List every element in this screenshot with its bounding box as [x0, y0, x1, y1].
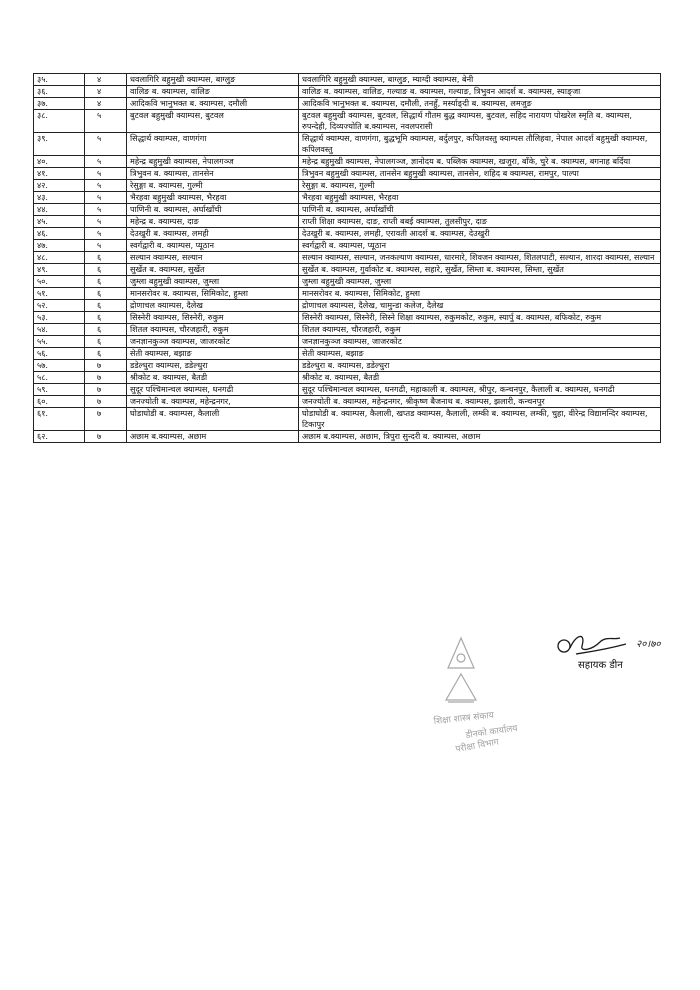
signature-date: २०।७० — [636, 639, 661, 650]
exam-center-cell: सिद्धार्थ क्याम्पस, वाणगंगा — [127, 133, 299, 156]
exam-center-cell: सल्यान क्याम्पस, सल्यान — [127, 252, 299, 264]
campuses-cell: त्रिभुवन बहुमुखी क्याम्पस, तानसेन बहुमुखी क्याम्पस, तानसेन, शहिद ब क्याम्पस, रामपुर, पाल्पा — [299, 168, 661, 180]
table-row — [34, 348, 661, 360]
table-row — [34, 288, 661, 300]
zone-cell: ५ — [85, 110, 127, 133]
exam-center-cell: जनज्ञानकुञ्ज क्याम्पस, जाजरकोट — [127, 336, 299, 348]
zone-cell: ५ — [85, 240, 127, 252]
zone-cell: ५ — [85, 133, 127, 156]
serial-number-cell: ३७. — [34, 98, 85, 110]
table-row — [34, 431, 661, 443]
table-row — [34, 180, 661, 192]
table-row — [34, 276, 661, 288]
serial-number-cell: ४३. — [34, 192, 85, 204]
zone-cell: ५ — [85, 228, 127, 240]
zone-cell: ७ — [85, 360, 127, 372]
table-row — [34, 336, 661, 348]
exam-center-cell: त्रिभुवन ब. क्याम्पस, तानसेन — [127, 168, 299, 180]
table-row — [34, 74, 661, 86]
campuses-cell: रेसुङ्गा ब. क्याम्पस, गुल्मी — [299, 180, 661, 192]
campuses-cell: द्रोणाचल क्याम्पस, दैलेख, चामुन्डा कलेज, दैलेख — [299, 300, 661, 312]
zone-cell: ६ — [85, 252, 127, 264]
serial-number-cell: ५१. — [34, 288, 85, 300]
serial-number-cell: ५५. — [34, 336, 85, 348]
serial-number-cell: ५३. — [34, 312, 85, 324]
serial-number-cell: ४०. — [34, 156, 85, 168]
serial-number-cell: ५०. — [34, 276, 85, 288]
serial-number-cell: ६०. — [34, 396, 85, 408]
table-row — [34, 240, 661, 252]
campuses-cell: डडेल्धुरा ब. क्याम्पस, डडेल्धुरा — [299, 360, 661, 372]
zone-cell: ७ — [85, 384, 127, 396]
exam-center-cell: वालिङ ब. क्याम्पस, वालिङ — [127, 86, 299, 98]
campuses-cell: राप्ती शिक्षा क्याम्पस, दाङ, राप्ती बबई क्याम्पस, तुलसीपुर, दाङ — [299, 216, 661, 228]
campuses-cell: सेती क्याम्पस, बझाङ — [299, 348, 661, 360]
zone-cell: ६ — [85, 264, 127, 276]
campuses-cell: जुम्ला बहुमुखी क्याम्पस, जुम्ला — [299, 276, 661, 288]
campuses-cell: जनज्ञानकुञ्ज क्याम्पस, जाजरकोट — [299, 336, 661, 348]
zone-cell: ४ — [85, 74, 127, 86]
zone-cell: ५ — [85, 204, 127, 216]
campuses-cell: पाणिनी ब. क्याम्पस, अर्घाखाँची — [299, 204, 661, 216]
table-row — [34, 408, 661, 431]
table-row — [34, 204, 661, 216]
zone-cell: ५ — [85, 216, 127, 228]
exam-center-cell: बुटवल बहुमुखी क्याम्पस, बुटवल — [127, 110, 299, 133]
serial-number-cell: ३९. — [34, 133, 85, 156]
signatory-title: सहायक डीन — [578, 660, 623, 671]
table-row — [34, 300, 661, 312]
campuses-cell: बुटवल बहुमुखी क्याम्पस, बुटवल, सिद्धार्थ गौतम बुद्ध क्याम्पस, बुटवल, सहिद नारायण पोखरेल स्मृति ब. क्याम्पस, रुपन्देही, दिव्यज्योति ब.क्याम्पस, नवलपरासी — [299, 110, 661, 133]
exam-center-cell: जनज्योती ब. क्याम्पस, महेन्द्रनगर, — [127, 396, 299, 408]
zone-cell: ६ — [85, 324, 127, 336]
exam-center-cell: रेसुङ्गा ब. क्याम्पस, गुल्मी — [127, 180, 299, 192]
table-row — [34, 228, 661, 240]
exam-center-cell: शितल क्याम्पस, चौरजहारी, रुकुम — [127, 324, 299, 336]
table-row — [34, 216, 661, 228]
exam-center-cell: श्रीकोट ब. क्याम्पस, बैतडी — [127, 372, 299, 384]
table-row — [34, 168, 661, 180]
zone-cell: ५ — [85, 156, 127, 168]
exam-center-cell: सुर्खेत ब. क्याम्पस, सुर्खेत — [127, 264, 299, 276]
campuses-cell: अछाम ब.क्याम्पस, अछाम, त्रिपुरा सुन्दरी ब. क्याम्पस, अछाम — [299, 431, 661, 443]
table-row — [34, 156, 661, 168]
serial-number-cell: ५९. — [34, 384, 85, 396]
zone-cell: ७ — [85, 408, 127, 431]
campuses-cell: मानसरोवर ब. क्याम्पस, सिमिकोट, हुम्ला — [299, 288, 661, 300]
serial-number-cell: ५८. — [34, 372, 85, 384]
zone-cell: ७ — [85, 431, 127, 443]
table-row — [34, 360, 661, 372]
campuses-cell: वालिङ ब. क्याम्पस, वालिङ, गल्याङ ब. क्याम्पस, गल्याङ, त्रिभुवन आदर्श ब. क्याम्पस, स्याङ्जा — [299, 86, 661, 98]
zone-cell: ६ — [85, 288, 127, 300]
exam-center-cell: सेती क्याम्पस, बझाङ — [127, 348, 299, 360]
campuses-cell: धवलागिरि बहुमुखी क्याम्पस, बाग्लुङ, म्याग्दी क्याम्पस, बेनी — [299, 74, 661, 86]
serial-number-cell: ६१. — [34, 408, 85, 431]
zone-cell: ६ — [85, 348, 127, 360]
serial-number-cell: ४७. — [34, 240, 85, 252]
table-row — [34, 396, 661, 408]
serial-number-cell: ५४. — [34, 324, 85, 336]
zone-cell: ५ — [85, 168, 127, 180]
exam-center-cell: धवलागिरि बहुमुखी क्याम्पस, बाग्लुङ — [127, 74, 299, 86]
zone-cell: ६ — [85, 312, 127, 324]
exam-center-cell: देउखुरी ब. क्याम्पस, लमही — [127, 228, 299, 240]
serial-number-cell: ४२. — [34, 180, 85, 192]
campuses-cell: सुदूर पश्चिमान्चल क्याम्पस, धनगढी, महाकाली ब. क्याम्पस, श्रीपुर, कन्चनपुर, कैलाली ब. क्याम्पस, धनगढी — [299, 384, 661, 396]
zone-cell: ६ — [85, 276, 127, 288]
serial-number-cell: ४१. — [34, 168, 85, 180]
campuses-cell: सुर्खेत ब. क्याम्पस, गुर्वाकोट ब. क्याम्पस, सहारे, सुर्खेत, सिम्ता ब. क्याम्पस, सिम्ता, सुर्खेत — [299, 264, 661, 276]
table-row — [34, 86, 661, 98]
zone-cell: ४ — [85, 86, 127, 98]
serial-number-cell: ५६. — [34, 348, 85, 360]
seal-text-2: डीनको कार्यालय — [465, 723, 519, 741]
serial-number-cell: ५२. — [34, 300, 85, 312]
campuses-cell: स्वर्गद्वारी ब. क्याम्पस, प्यूठान — [299, 240, 661, 252]
exam-center-cell: पाणिनी ब. क्याम्पस, अर्घाखाँची — [127, 204, 299, 216]
exam-center-cell: मानसरोवर ब. क्याम्पस, सिमिकोट, हुम्ला — [127, 288, 299, 300]
zone-cell: ७ — [85, 372, 127, 384]
table-row — [34, 324, 661, 336]
exam-center-cell: महेन्द्र ब. क्याम्पस, दाङ — [127, 216, 299, 228]
exam-center-cell: सुदूर पश्चिमान्चल क्याम्पस, धनगढी — [127, 384, 299, 396]
table-row — [34, 192, 661, 204]
zone-cell: ५ — [85, 180, 127, 192]
exam-center-cell: द्रोणाचल क्याम्पस, दैलेख — [127, 300, 299, 312]
campus-table-body — [34, 74, 661, 443]
campuses-cell: श्रीकोट ब. क्याम्पस, बैतडी — [299, 372, 661, 384]
zone-cell: ७ — [85, 396, 127, 408]
serial-number-cell: ५७. — [34, 360, 85, 372]
campuses-cell: सल्यान क्याम्पस, सल्यान, जनकल्याण क्याम्पस, धारमारे, शिवजन क्याम्पस, शितलपाटी, सल्यान, शारदा क्याम्पस, सल्यान — [299, 252, 661, 264]
serial-number-cell: ४९. — [34, 264, 85, 276]
table-row — [34, 384, 661, 396]
zone-cell: ४ — [85, 98, 127, 110]
campuses-cell: भैरहवा बहुमुखी क्याम्पस, भैरहवा — [299, 192, 661, 204]
exam-center-cell: महेन्द्र बहुमुखी क्याम्पस, नेपालगञ्ज — [127, 156, 299, 168]
serial-number-cell: ४६. — [34, 228, 85, 240]
serial-number-cell: ३६. — [34, 86, 85, 98]
campuses-cell: जनज्योती ब. क्याम्पस, महेन्द्रनगर, श्रीकृष्ण बैजनाथ ब. क्याम्पस, झलारी, कन्चनपुर — [299, 396, 661, 408]
seal-text-3: परीक्षा विभाग — [454, 737, 500, 755]
campus-table-container — [33, 73, 661, 443]
table-row — [34, 372, 661, 384]
zone-cell: ६ — [85, 336, 127, 348]
table-row — [34, 110, 661, 133]
serial-number-cell: ६२. — [34, 431, 85, 443]
serial-number-cell: ४४. — [34, 204, 85, 216]
serial-number-cell: ३८. — [34, 110, 85, 133]
table-row — [34, 252, 661, 264]
seal-text-1: शिक्षा शास्त्र संकाय — [433, 710, 495, 727]
exam-center-cell: घोडाघोडी ब. क्याम्पस, कैलाली — [127, 408, 299, 431]
exam-center-cell: अछाम ब.क्याम्पस, अछाम — [127, 431, 299, 443]
exam-center-cell: स्वर्गद्वारी ब. क्याम्पस, प्यूठान — [127, 240, 299, 252]
exam-center-cell: आदिकवि भानुभक्त ब. क्याम्पस, दमौली — [127, 98, 299, 110]
campuses-cell: शितल क्याम्पस, चौरजहारी, रुकुम — [299, 324, 661, 336]
zone-cell: ५ — [85, 192, 127, 204]
campuses-cell: महेन्द्र बहुमुखी क्याम्पस, नेपालगञ्ज, ज्ञानोदय ब. पब्लिक क्याम्पस, खजुरा, बाँके, चुरे ब. क्याम्पस, बगनाह बर्दिया — [299, 156, 661, 168]
campuses-cell: देउखुरी ब. क्याम्पस, लमही, एरावती आदर्श ब. क्याम्पस, देउखुरी — [299, 228, 661, 240]
table-row — [34, 133, 661, 156]
table-row — [34, 264, 661, 276]
table-row — [34, 312, 661, 324]
exam-center-cell: डडेल्धुरा क्याम्पस, डडेल्धुरा — [127, 360, 299, 372]
serial-number-cell: ४८. — [34, 252, 85, 264]
table-row — [34, 98, 661, 110]
campuses-cell: आदिकवि भानुभक्त ब. क्याम्पस, दमौली, तनहुँ, मर्स्याङ्दी ब. क्याम्पस, लमजुङ — [299, 98, 661, 110]
campuses-cell: सिद्धार्थ क्याम्पस, वाणगंगा, बुद्धभूमि क्याम्पस, बर्दुलपुर, कपिलवस्तु क्याम्पस तौलिहवा, नेपाल आदर्श बहुमुखी क्याम्पस, कपिलवस्तु — [299, 133, 661, 156]
exam-center-cell: भैरहवा बहुमुखी क्याम्पस, भैरहवा — [127, 192, 299, 204]
serial-number-cell: ३५. — [34, 74, 85, 86]
campus-table — [33, 73, 661, 443]
serial-number-cell: ४५. — [34, 216, 85, 228]
zone-cell: ६ — [85, 300, 127, 312]
campuses-cell: सिस्नेरी क्याम्पस, सिस्नेरी, सिस्ने शिक्षा क्याम्पस, रुकुमकोट, रुकुम, स्यार्पु ब. क्याम्पस, बफिकोट, रुकुम — [299, 312, 661, 324]
exam-center-cell: जुम्ला बहुमुखी क्याम्पस, जुम्ला — [127, 276, 299, 288]
campuses-cell: घोडाघोडी ब. क्याम्पस, कैलाली, खप्तड क्याम्पस, कैलाली, लम्की ब. क्याम्पस, लम्की, चुहा, वीरेन्द्र विद्यामन्दिर क्याम्पस, टिकापुर — [299, 408, 661, 431]
exam-center-cell: सिस्नेरी क्याम्पस, सिस्नेरी, रुकुम — [127, 312, 299, 324]
